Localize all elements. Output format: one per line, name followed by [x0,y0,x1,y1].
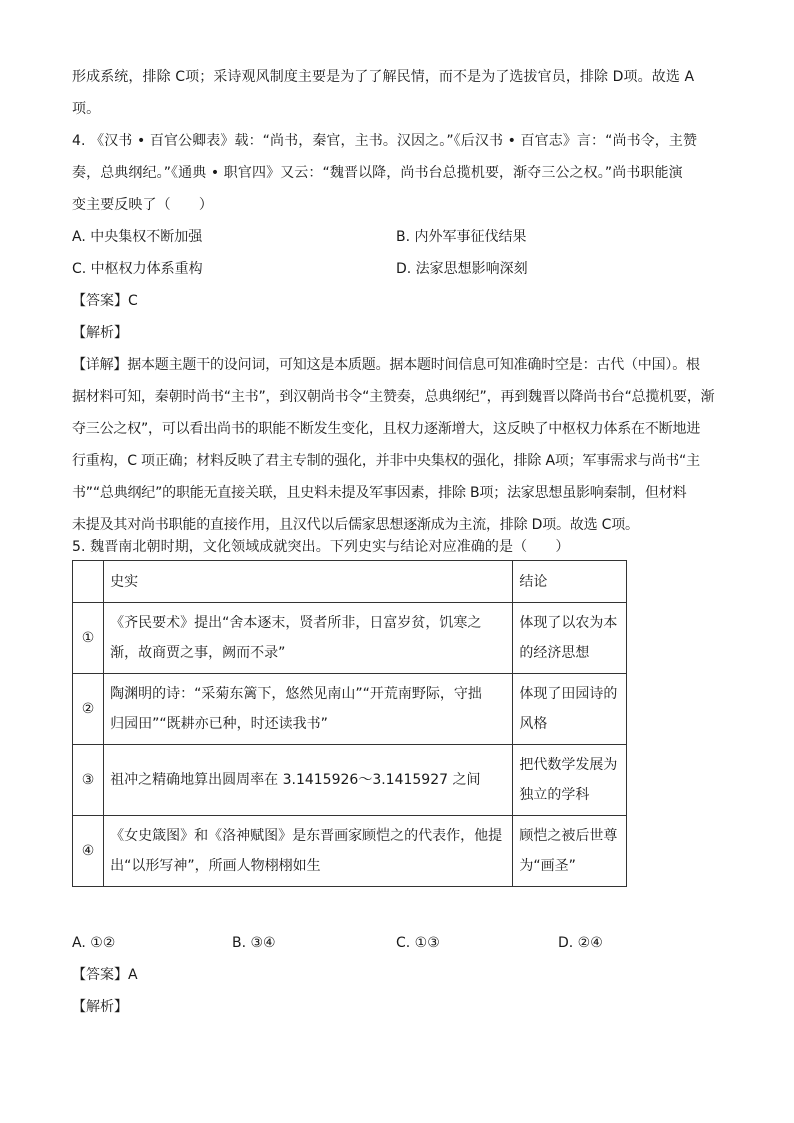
table-row [73,745,627,816]
table-row [73,816,627,887]
row-fact-line: 陶渊明的诗：“采菊东篱下，悠然见南山”“开荒南野际，守拙 [110,686,482,702]
row-conclusion-line: 风格 [519,716,548,732]
row-conclusion-line: 顾恺之被后世尊 [519,828,618,844]
table-row [73,603,627,674]
row-conclusion-line: 体现了田园诗的 [519,686,618,702]
q4-stem-line-2: 奏，总典纲纪。”《通典 • 职官四》又云：“魏晋以降，尚书台总揽机要，渐夺三公之权。”尚书职能演 [72,165,683,181]
q5-answer: 【答案】A [72,967,138,983]
row-fact-line: 《齐民要术》提出“舍本逐末，贤者所非，日富岁贫，饥寒之 [110,615,482,631]
q5-option-d: D. ②④ [558,935,603,951]
row-fact [104,745,513,816]
row-fact [104,674,513,745]
q4-stem-line-1: 4. 《汉书 • 百官公卿表》载：“尚书，秦官，主书。汉因之。”《后汉书 • 百官志》言：“尚书令，主赞 [72,133,698,149]
q4-option-b: B. 内外军事征伐结果 [396,229,527,245]
row-fact-line: 归园田”“既耕亦已种，时还读我书” [110,716,328,732]
row-conclusion-line: 的经济思想 [519,645,590,661]
header-num-cell [73,561,104,603]
q4-analysis-label: 【解析】 [72,325,128,341]
q4-answer: 【答案】C [72,293,138,309]
q5-option-c: C. ①③ [396,935,440,951]
table-row [73,674,627,745]
row-conclusion-line: 独立的学科 [519,787,590,803]
q4-detail-line-5: 书”“总典纲纪”的职能无直接关联，且史料未提及军事因素，排除 B项；法家思想虽影响秦制，但材料 [72,485,687,501]
q4-detail-line-4: 行重构，C 项正确；材料反映了君主专制的强化，并非中央集权的强化，排除 A项；军事需求与尚书“主 [72,453,700,469]
row-conclusion [513,603,627,674]
q5-option-a: A. ①② [72,935,116,951]
header-conclusion-cell: 结论 [513,561,627,603]
prev-analysis-line-1: 形成系统，排除 C项；采诗观风制度主要是为了了解民情，而不是为了选拔官员，排除 D项。故选 A [72,69,695,85]
q4-detail-line-3: 夺三公之权”，可以看出尚书的职能不断发生变化，且权力逐渐增大，这反映了中枢权力体系在不断地进 [72,421,701,437]
row-conclusion [513,745,627,816]
header-fact-cell: 史实 [104,561,513,603]
row-conclusion-line: 体现了以农为本 [519,615,618,631]
row-conclusion [513,816,627,887]
table-header-row [73,561,627,603]
row-conclusion [513,674,627,745]
q4-option-c: C. 中枢权力体系重构 [72,261,203,277]
row-conclusion-line: 把代数学发展为 [519,757,618,773]
row-fact-line: 《女史箴图》和《洛神赋图》是东晋画家顾恺之的代表作，他提 [110,828,503,844]
row-fact [104,816,513,887]
row-fact-line: 出“以形写神”，所画人物栩栩如生 [110,858,321,874]
q5-stem: 5. 魏晋南北朝时期，文化领域成就突出。下列史实与结论对应准确的是（ ） [72,539,570,555]
q4-detail-line-1: 【详解】据本题主题干的设问词，可知这是本质题。据本题时间信息可知准确时空是：古代（中国）。根 [72,357,700,373]
q4-option-d: D. 法家思想影响深刻 [396,261,528,277]
row-num: ② [73,674,104,745]
row-conclusion-line: 为“画圣” [519,858,576,874]
q4-detail-line-6: 未提及其对尚书职能的直接作用，且汉代以后儒家思想逐渐成为主流，排除 D项。故选 C项。 [72,517,639,533]
prev-analysis-line-2: 项。 [72,101,101,117]
row-num: ③ [73,745,104,816]
q4-stem-line-3: 变主要反映了（ ） [72,197,213,213]
q4-option-a: A. 中央集权不断加强 [72,229,203,245]
row-num: ④ [73,816,104,887]
row-fact [104,603,513,674]
row-fact-line: 祖冲之精确地算出圆周率在 3.1415926～3.1415927 之间 [110,772,481,788]
row-num: ① [73,603,104,674]
q5-option-b: B. ③④ [232,935,276,951]
q5-table [72,560,627,887]
q5-analysis-label: 【解析】 [72,999,128,1015]
q4-detail-line-2: 据材料可知，秦朝时尚书“主书”，到汉朝尚书令“主赞奏，总典纲纪”，再到魏晋以降尚书台“总揽机要，渐 [72,389,715,405]
row-fact-line: 渐，故商贾之事，阙而不录” [110,645,286,661]
